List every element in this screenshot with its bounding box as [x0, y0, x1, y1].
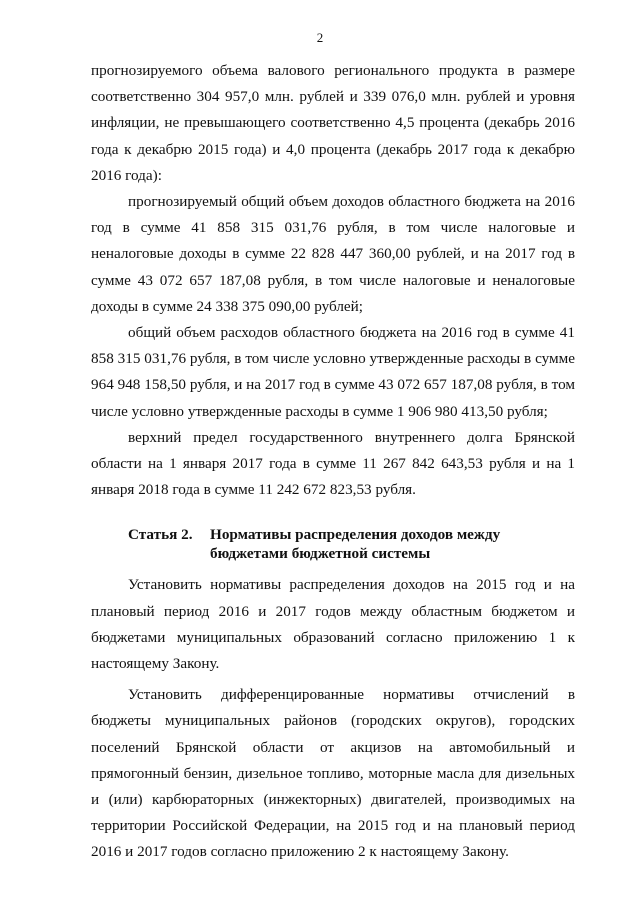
paragraph-expenses: общий объем расходов областного бюджета на 2016 год в сумме 41 858 315 031,76 рубля, в том числе условно утвержденные расходы в сумме 964 948 158,50 рубля, и на 2017 год в сумме 43 072 657 187,08 рубля, в том числе условно утвержденные расходы в сумме 1 906 980 413,50 рубля;	[91, 324, 575, 420]
paragraph-revenue: прогнозируемый общий объем доходов областного бюджета на 2016 год в сумме 41 858 315 031,76 рубля, в том числе налоговые и неналоговые доходы в сумме 22 828 447 360,00 рублей, и на 2017 год в сумме 43 072 657 187,08 рубля, в том числе налоговые и неналоговые доходы в сумме 24 338 375 090,00 рублей;	[91, 193, 575, 315]
page-number: 2	[316, 30, 324, 45]
paragraph-excise-norms: Установить дифференцированные нормативы отчислений в бюджеты муниципальных районов (городских округов), городских поселений Брянской области от акцизов на автомобильный и прямогонный бензин, дизельное топливо, моторные масла для дизельных и (или) карбюраторных (инжекторных) двигателей, производимых на территории Российской Федерации, на 2015 год и на плановый период 2016 и 2017 годов согласно приложению 2 к настоящему Закону.	[91, 686, 575, 861]
document-body	[91, 58, 575, 866]
article-title: Нормативы распределения доходов между бюджетами бюджетной системы	[210, 526, 501, 563]
article-heading	[91, 525, 575, 563]
paragraph-debt-limit: верхний предел государственного внутреннего долга Брянской области на 1 января 2017 года в сумме 11 267 842 643,53 рубля и на 1 января 2018 года в сумме 11 242 672 823,53 рубля.	[91, 428, 575, 499]
paragraph-continuation: прогнозируемого объема валового регионального продукта в размере соответственно 304 957,0 млн. рублей и 339 076,0 млн. рублей и уровня инфляции, не превышающего соответственно 4,5 процента (декабрь 2016 года к декабрю 2015 года) и 4,0 процента (декабрь 2017 года к декабрю 2016 года):	[91, 62, 575, 184]
article-number: Статья 2.	[128, 526, 193, 544]
paragraph-distribution-norms: Установить нормативы распределения доходов на 2015 год и на плановый период 2016 и 2017 годов между областным бюджетом и бюджетами муниципальных образований согласно приложению 1 к настоящему Закону.	[91, 576, 575, 673]
